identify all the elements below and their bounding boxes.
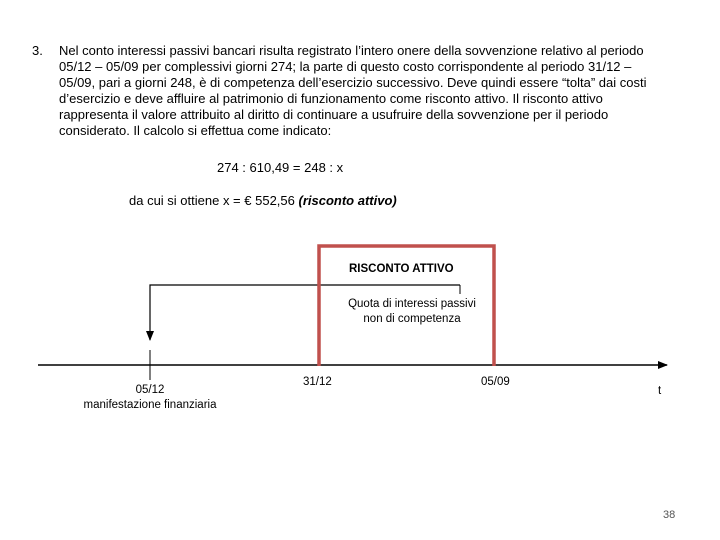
result-text: da cui si ottiene x = € 552,56 [129, 193, 299, 208]
result-emphasis: (risconto attivo) [298, 193, 397, 208]
quota-label [332, 297, 492, 327]
proportion-formula: 274 : 610,49 = 248 : x [217, 160, 344, 175]
paragraph-line: 05/09, pari a giorni 248, è di competenza dell’esercizio successivo. Deve quindi essere “tolta” dai costi [59, 75, 647, 90]
paragraph-line: d’esercizio e deve affluire al patrimonio di funzionamento come risconto attivo. Il risconto attivo [59, 91, 603, 106]
paragraph-line: 05/12 – 05/09 per complessivi giorni 274; la parte di questo costo corrispondente al periodo 31/12 – [59, 59, 632, 74]
quota-line: Quota di interessi passivi [348, 298, 476, 310]
date-start-label [75, 383, 225, 413]
date-end: 05/09 [481, 376, 510, 388]
axis-label-t: t [658, 385, 662, 397]
risconto-title: RISCONTO ATTIVO [349, 263, 454, 275]
date-start-caption: manifestazione finanziaria [83, 399, 217, 411]
quota-line: non di competenza [363, 313, 461, 325]
paragraph-line: Nel conto interessi passivi bancari risulta registrato l’intero onere della sovvenzione relativo al periodo [59, 43, 644, 58]
page-number: 38 [663, 509, 676, 521]
item-number: 3. [32, 43, 43, 58]
date-mid: 31/12 [303, 376, 332, 388]
paragraph-line: considerato. Il calcolo si effettua come indicato: [59, 123, 332, 138]
paragraph-line: rappresenta il valore attribuito al diritto di continuare a usufruire della sovvenzione per il periodo [59, 107, 609, 122]
date-start: 05/12 [135, 384, 165, 396]
